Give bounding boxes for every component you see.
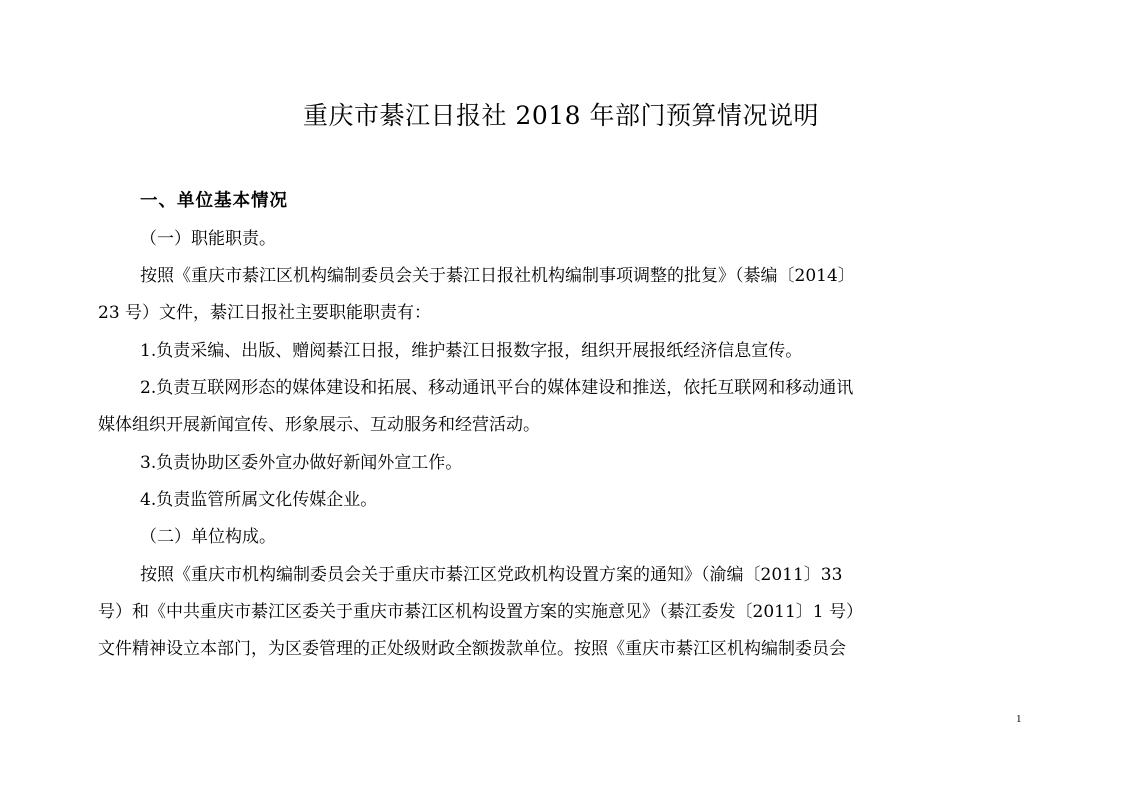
page-number: 1 bbox=[1016, 713, 1022, 725]
duty-item-2-line-2: 媒体组织开展新闻宣传、形象展示、互动服务和经营活动。 bbox=[98, 415, 540, 435]
paragraph-line: 23 号）文件，綦江日报社主要职能职责有： bbox=[98, 303, 432, 323]
subsection-heading-duties: （一）职能职责。 bbox=[140, 229, 276, 249]
duty-item-1: 1.负责采编、出版、赠阅綦江日报，维护綦江日报数字报，组织开展报纸经济信息宣传。 bbox=[140, 341, 803, 361]
subsection-heading-composition: （二）单位构成。 bbox=[140, 527, 276, 547]
section-heading-basic-info: 一、单位基本情况 bbox=[140, 191, 288, 211]
paragraph-line: 按照《重庆市机构编制委员会关于重庆市綦江区党政机构设置方案的通知》（渝编〔2011〕33 bbox=[140, 565, 843, 585]
duty-item-4: 4.负责监管所属文化传媒企业。 bbox=[140, 490, 378, 510]
duty-item-2-line-1: 2.负责互联网形态的媒体建设和拓展、移动通讯平台的媒体建设和推送，依托互联网和移动通讯 bbox=[140, 378, 854, 398]
duty-item-3: 3.负责协助区委外宣办做好新闻外宣工作。 bbox=[140, 453, 463, 473]
paragraph-line: 文件精神设立本部门，为区委管理的正处级财政全额拨款单位。按照《重庆市綦江区机构编制委员会 bbox=[98, 639, 846, 659]
document-title: 重庆市綦江日报社 2018 年部门预算情况说明 bbox=[302, 101, 820, 130]
paragraph-line: 按照《重庆市綦江区机构编制委员会关于綦江日报社机构编制事项调整的批复》（綦编〔2014〕 bbox=[140, 266, 855, 286]
paragraph-line: 号）和《中共重庆市綦江区委关于重庆市綦江区机构设置方案的实施意见》（綦江委发〔2011〕1 号） bbox=[98, 602, 863, 622]
